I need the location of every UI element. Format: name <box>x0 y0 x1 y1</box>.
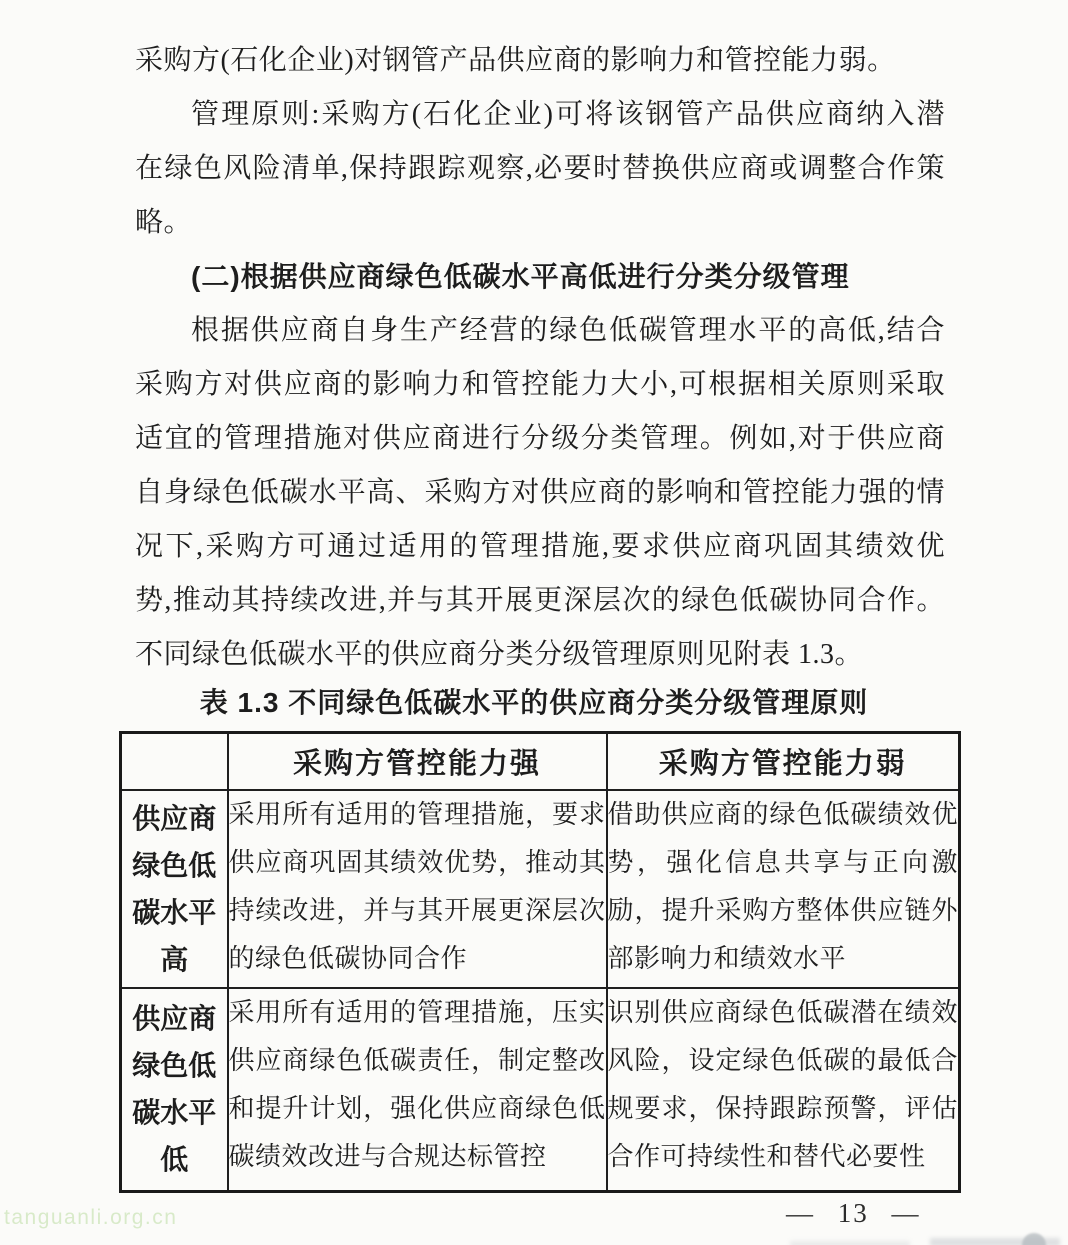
classification-table <box>119 731 961 1193</box>
table-row <box>121 988 960 1192</box>
cell-high-strong: 采用所有适用的管理措施，要求供应商巩固其绩效优势，推动其持续改进，并与其开展更深层次的绿色低碳协同合作 <box>228 790 607 988</box>
paragraph-line: 略。 <box>135 207 193 238</box>
paragraph-line: 采购方(石化企业)对钢管产品供应商的影响力和管控能力弱。 <box>135 45 896 76</box>
paragraph-line: 在绿色风险清单,保持跟踪观察,必要时替换供应商或调整合作策 <box>135 153 945 184</box>
table-caption: 表 1.3 不同绿色低碳水平的供应商分类分级管理原则 <box>199 687 869 718</box>
paragraph-line: 采购方对供应商的影响力和管控能力大小,可根据相关原则采取 <box>135 369 945 400</box>
paragraph-line: 适宜的管理措施对供应商进行分级分类管理。例如,对于供应商 <box>135 423 945 454</box>
row-label-low-level: 供应商绿色低碳水平低 <box>121 988 228 1192</box>
paragraph-line: 管理原则:采购方(石化企业)可将该钢管产品供应商纳入潜 <box>191 99 945 130</box>
watermark: tanguanli.org.cn <box>4 1206 178 1229</box>
paragraph-line: 况下,采购方可通过适用的管理措施,要求供应商巩固其绩效优 <box>135 531 945 562</box>
cell-high-weak: 借助供应商的绿色低碳绩效优势，强化信息共享与正向激励，提升采购方整体供应链外部影响力和绩效水平 <box>607 790 960 988</box>
table-header-row <box>121 733 960 790</box>
table-header-empty <box>121 733 228 790</box>
cell-low-weak: 识别供应商绿色低碳潜在绩效风险，设定绿色低碳的最低合规要求，保持跟踪预警，评估合作可持续性和替代必要性 <box>607 988 960 1192</box>
page-number: — 13 — <box>786 1198 921 1228</box>
row-label-high-level: 供应商绿色低碳水平高 <box>121 790 228 988</box>
body-text <box>135 34 945 682</box>
section-heading: (二)根据供应商绿色低碳水平高低进行分类分级管理 <box>191 261 850 292</box>
scan-artifact-smudge <box>790 1241 910 1245</box>
cell-low-strong: 采用所有适用的管理措施，压实供应商绿色低碳责任，制定整改和提升计划，强化供应商绿色低碳绩效改进与合规达标管控 <box>228 988 607 1192</box>
table-row <box>121 790 960 988</box>
paragraph-line: 根据供应商自身生产经营的绿色低碳管理水平的高低,结合 <box>191 315 945 346</box>
paragraph-line: 不同绿色低碳水平的供应商分类分级管理原则见附表 1.3。 <box>135 639 864 670</box>
paragraph-line: 势,推动其持续改进,并与其开展更深层次的绿色低碳协同合作。 <box>135 585 945 616</box>
scan-artifact-smudge <box>930 1238 1060 1245</box>
table-header-weak-control: 采购方管控能力弱 <box>607 733 960 790</box>
table-header-strong-control: 采购方管控能力强 <box>228 733 607 790</box>
paragraph-line: 自身绿色低碳水平高、采购方对供应商的影响和管控能力强的情 <box>135 477 945 508</box>
